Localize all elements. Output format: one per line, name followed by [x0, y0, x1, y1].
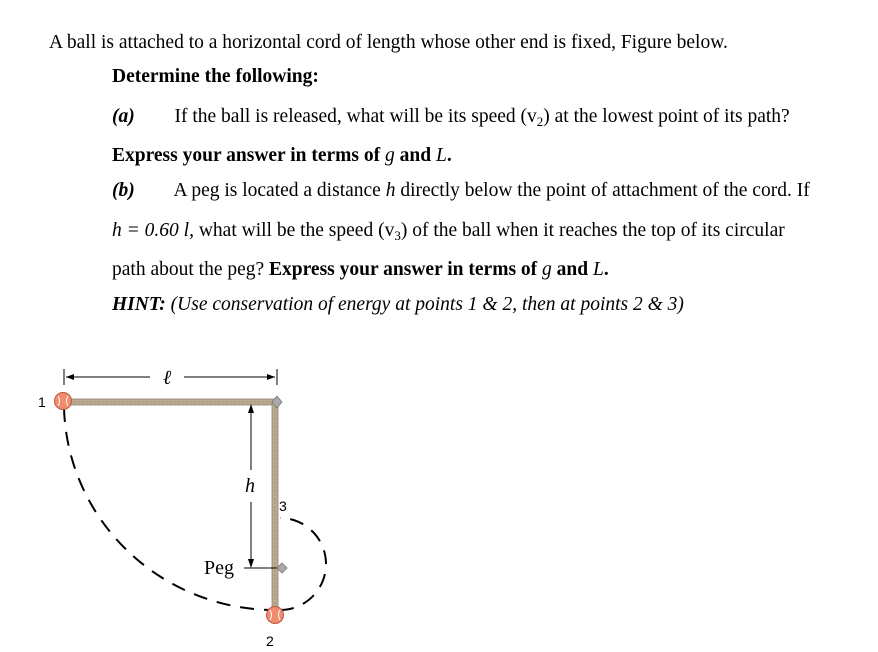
part-b-eq: h = 0.60 l, [112, 220, 194, 241]
peg [277, 563, 287, 573]
ball-position-1 [55, 393, 72, 410]
hint-text: (Use conservation of energy at points 1 & 2, then at points 2 & 3) [165, 294, 684, 315]
part-a-period: . [446, 145, 452, 166]
determine-heading: Determine the following: [112, 66, 319, 87]
intro-text: A ball is attached to a horizontal cord of length whose other end is fixed, Figure below. [49, 32, 728, 53]
part-b-var-g: g [542, 259, 552, 280]
length-label: ℓ [162, 367, 172, 389]
hint-label: HINT: [112, 294, 166, 315]
part-a-and: and [394, 145, 436, 166]
part-b-sub: 3 [394, 228, 401, 243]
part-a-text-after: ) at the lowest point of its path? [543, 106, 790, 127]
part-b-line3-text: path about the peg? [112, 259, 270, 280]
part-b-and: and [551, 259, 593, 280]
part-a-var-g: g [385, 145, 395, 166]
point-1-label: 1 [38, 394, 46, 410]
part-b-var-h: h [385, 180, 396, 201]
peg-circle-path [280, 518, 326, 610]
part-b-express: Express your answer in terms of [269, 259, 543, 280]
part-a-express: Express your answer in terms of [112, 145, 385, 166]
horizontal-cord [70, 399, 277, 405]
part-b-label: (b) [112, 180, 135, 201]
ball-position-2 [267, 607, 284, 624]
part-b-period: . [603, 259, 609, 280]
part-b-line2-after: ) of the ball when it reaches the top of its circular [400, 220, 785, 241]
part-b-line2-before: what will be the speed (v [193, 220, 395, 241]
h-label: h [245, 475, 255, 497]
point-3-label: 3 [279, 498, 287, 514]
part-b-line1-after: directly below the point of attachment of the cord. If [395, 180, 810, 201]
part-a-text-before: If the ball is released, what will be its speed (v [174, 106, 537, 127]
point-2-label: 2 [266, 633, 274, 649]
part-a-var-L: L [435, 145, 447, 166]
part-b-line1-before: A peg is located a distance [173, 180, 386, 201]
part-a-label: (a) [112, 106, 135, 127]
peg-label: Peg [204, 557, 234, 579]
part-b-var-L: L [592, 259, 604, 280]
swing-path [64, 408, 275, 610]
part-a-sub: 2 [536, 114, 544, 129]
